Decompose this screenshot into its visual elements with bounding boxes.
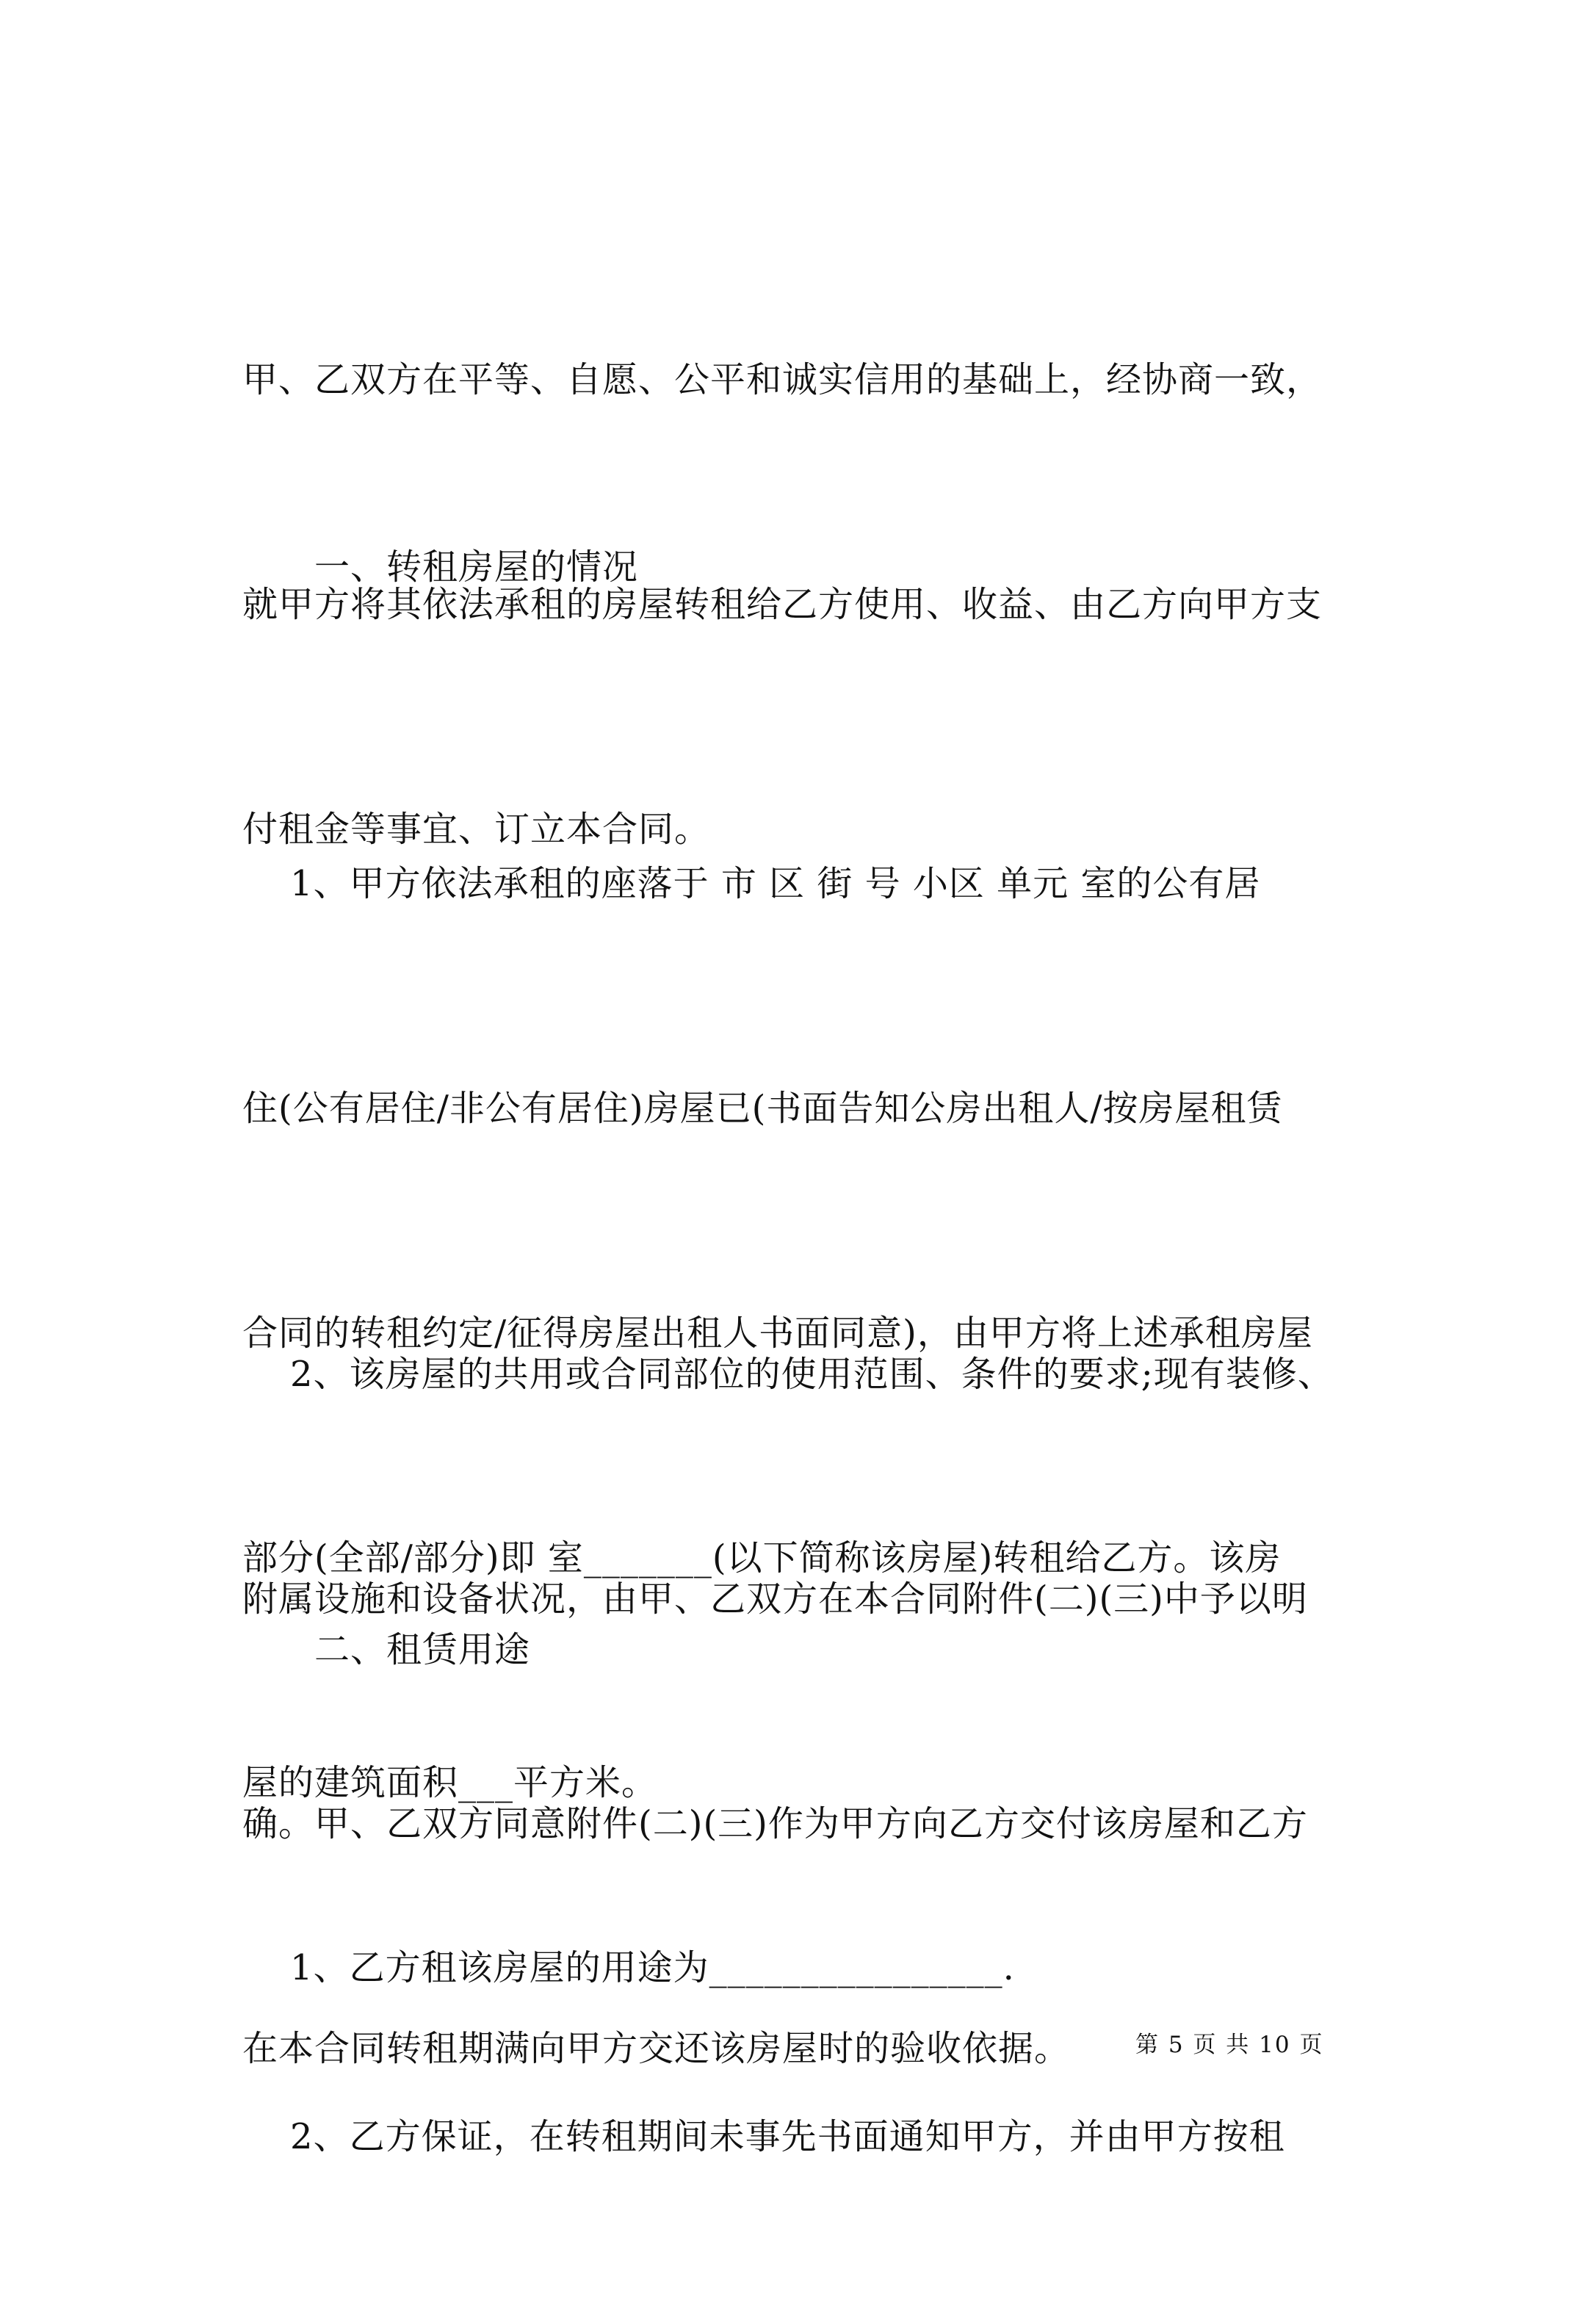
section1-item2-line-1: 2、该房屋的共用或合同部位的使用范围、条件的要求;现有装修、 (242, 1354, 1334, 1395)
section1-title: 一、转租房屋的情况 (314, 546, 639, 588)
section1-item1-line-5: 屋的建筑面积___平方米。 (242, 1762, 658, 1803)
section1-item1-line-4: 部分(全部/部分)即 室_______(以下简称该房屋)转租给乙方。该房 (242, 1537, 1282, 1578)
intro-line-1: 甲、乙双方在平等、自愿、公平和诚实信用的基础上，经协商一致， (242, 359, 1323, 400)
section1-item1-line-2: 住(公有居住/非公有居住)房屋已(书面告知公房出租人/按房屋租赁 (242, 1088, 1283, 1129)
section2-item1-line: 1、乙方租该房屋的用途为________________. (242, 1947, 1015, 1988)
section1-item2-line-4: 在本合同转租期满向甲方交还该房屋时的验收依据。 (242, 2028, 1071, 2069)
section1-item2-line-3: 确。甲、乙双方同意附件(二)(三)作为甲方向乙方交付该房屋和乙方 (242, 1803, 1308, 1844)
section2-title: 二、租赁用途 (314, 1629, 531, 1670)
section1-item1-line-3: 合同的转租约定/征得房屋出租人书面同意)，由甲方将上述承租房屋 (242, 1313, 1313, 1354)
page-number-footer: 第 5 页 共 10 页 (1135, 2032, 1324, 2058)
section1-item1-line-1: 1、甲方依法承租的座落于 市 区 街 号 小区 单元 室的公有居 (242, 863, 1261, 904)
section2-item2-line: 2、乙方保证，在转租期间未事先书面通知甲方，并由甲方按租 (242, 2116, 1285, 2157)
intro-line-2: 就甲方将其依法承租的房屋转租给乙方使用、收益、由乙方向甲方支 (242, 584, 1323, 625)
section1-item2-line-2: 附属设施和设备状况，由甲、乙双方在本合同附件(二)(三)中予以明 (242, 1578, 1308, 1620)
section2-item2 (242, 1949, 1344, 2324)
intro-line-3: 付租金等事宜、订立本合同。 (242, 809, 711, 850)
